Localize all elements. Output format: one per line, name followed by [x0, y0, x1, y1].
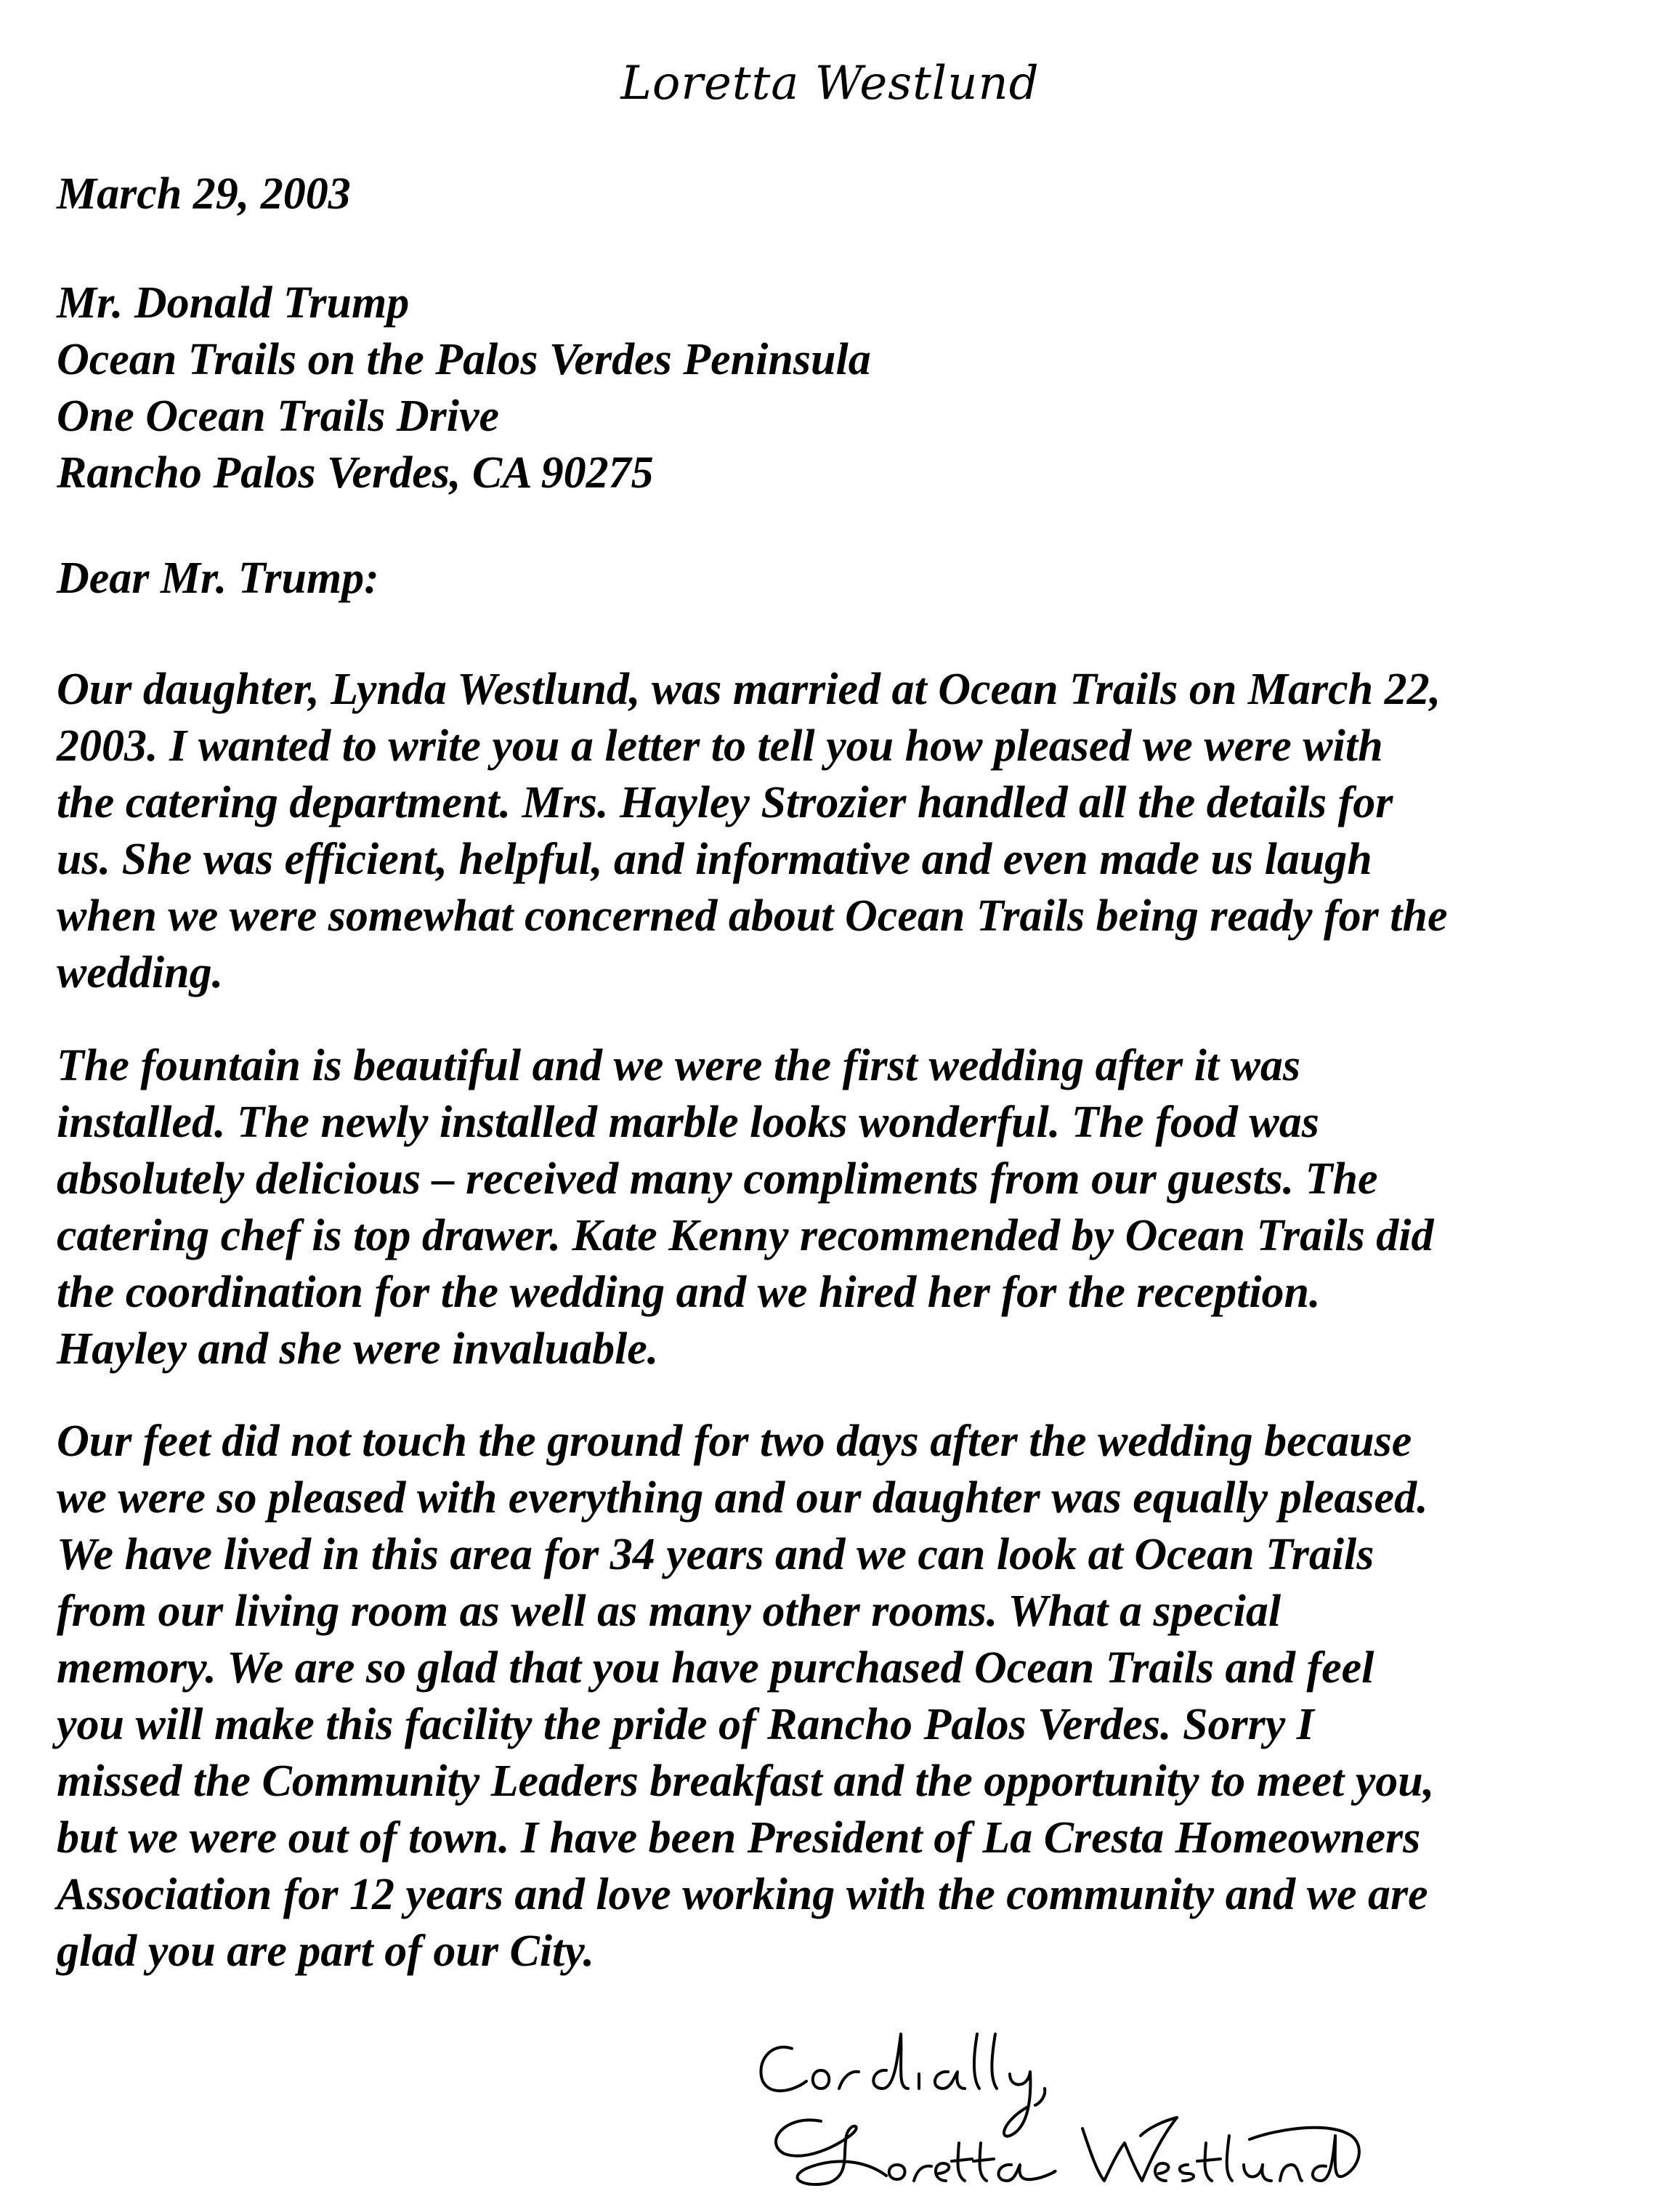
paragraph-line: The fountain is beautiful and we were the first wedding after it was: [57, 1041, 1301, 1090]
paragraph-line: memory. We are so glad that you have purchased Ocean Trails and feel: [57, 1643, 1374, 1693]
recipient-address: [57, 275, 1611, 501]
paragraph-line: when we were somewhat concerned about Ocean Trails being ready for the: [57, 891, 1448, 941]
salutation: Dear Mr. Trump:: [57, 554, 379, 603]
paragraph-line: from our living room as well as many other rooms. What a special: [57, 1587, 1282, 1636]
paragraph-line: but we were out of town. I have been President of La Cresta Homeowners: [57, 1813, 1421, 1863]
paragraph-line: glad you are part of our City.: [57, 1927, 595, 1976]
signature-drawing: [741, 2019, 1366, 2208]
paragraph-line: Hayley and she were invaluable.: [57, 1324, 659, 1374]
paragraph-line: we were so pleased with everything and our daughter was equally pleased.: [57, 1473, 1428, 1523]
recipient-line: Mr. Donald Trump: [57, 278, 410, 328]
paragraph-1: [57, 661, 1611, 1001]
letter-date: March 29, 2003: [57, 169, 351, 219]
recipient-line: One Ocean Trails Drive: [57, 392, 500, 441]
recipient-line: Ocean Trails on the Palos Verdes Peninsula: [57, 335, 871, 384]
paragraph-2: [57, 1037, 1611, 1377]
paragraph-line: Association for 12 years and love working with the community and we are: [57, 1870, 1428, 1919]
paragraph-line: absolutely delicious – received many compliments from our guests. The: [57, 1154, 1378, 1204]
handwritten-signature: [741, 2019, 1366, 2208]
paragraph-line: Our feet did not touch the ground for two days after the wedding because: [57, 1417, 1412, 1466]
paragraph-line: Our daughter, Lynda Westlund, was married at Ocean Trails on March 22,: [57, 665, 1441, 714]
paragraph-line: 2003. I wanted to write you a letter to tell you how pleased we were with: [57, 721, 1383, 771]
paragraph-line: wedding.: [57, 948, 224, 997]
paragraph-line: catering chef is top drawer. Kate Kenny recommended by Ocean Trails did: [57, 1211, 1434, 1260]
paragraph-3: [57, 1413, 1611, 1980]
paragraph-line: We have lived in this area for 34 years and we can look at Ocean Trails: [57, 1530, 1374, 1579]
paragraph-line: installed. The newly installed marble looks wonderful. The food was: [57, 1098, 1319, 1147]
paragraph-line: the coordination for the wedding and we hired her for the reception.: [57, 1268, 1321, 1317]
paragraph-line: the catering department. Mrs. Hayley Strozier handled all the details for: [57, 778, 1393, 827]
paragraph-line: us. She was efficient, helpful, and informative and even made us laugh: [57, 835, 1372, 884]
recipient-line: Rancho Palos Verdes, CA 90275: [57, 448, 654, 498]
paragraph-line: you will make this facility the pride of Rancho Palos Verdes. Sorry I: [57, 1700, 1314, 1749]
paragraph-line: missed the Community Leaders breakfast and the opportunity to meet you,: [57, 1757, 1435, 1806]
letterhead-name: Loretta Westlund: [620, 57, 1040, 110]
